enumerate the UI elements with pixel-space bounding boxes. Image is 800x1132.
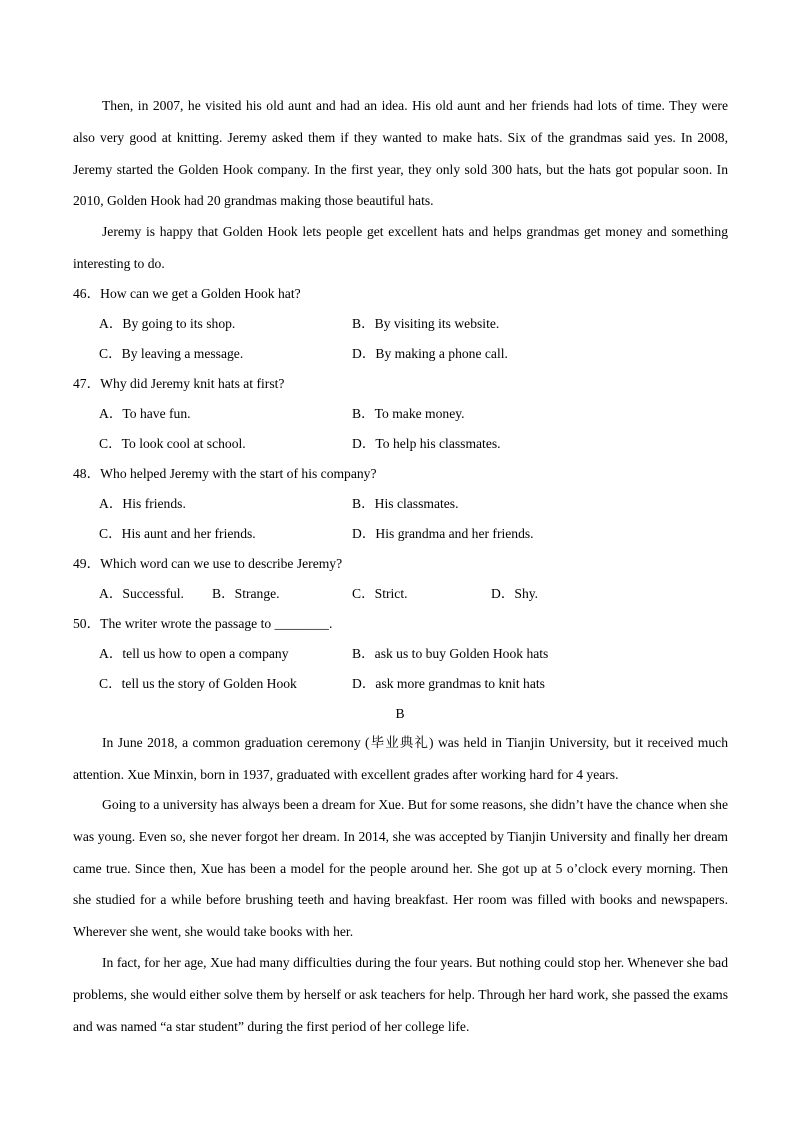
question-49-option-c: C．Strict. bbox=[352, 586, 408, 601]
question-46-option-b: B．By visiting its website. bbox=[352, 316, 500, 331]
question-50-option-b: B．ask us to buy Golden Hook hats bbox=[352, 646, 549, 661]
section-b-heading: B bbox=[395, 706, 405, 721]
passage-b-paragraph-3: In fact, for her age, Xue had many difficulties during the four years. But nothing could stop her. Whenever she bad problems, she would either solve them by herself or ask teachers for help. Through her hard work, she passed the exams and was named “a star student” during the first period of her college life. bbox=[73, 955, 728, 1034]
question-48-option-c: C．His aunt and her friends. bbox=[99, 526, 256, 541]
question-47-stem: 47．Why did Jeremy knit hats at first? bbox=[73, 376, 285, 391]
passage-a-paragraph-1: Then, in 2007, he visited his old aunt and had an idea. His old aunt and her friends had lots of time. They were also very good at knitting. Jeremy asked them if they wanted to make hats. Six of the grandmas said yes. In 2008, Jeremy started the Golden Hook company. In the first year, they only sold 300 hats, but the hats got popular soon. In 2010, Golden Hook had 20 grandmas making those beautiful hats. bbox=[73, 98, 728, 209]
question-50-option-d: D．ask more grandmas to knit hats bbox=[352, 676, 545, 691]
question-47-option-b: B．To make money. bbox=[352, 406, 465, 421]
question-46-option-c: C．By leaving a message. bbox=[99, 346, 244, 361]
question-47-option-d: D．To help his classmates. bbox=[352, 436, 501, 451]
passage-b-paragraph-1: In June 2018, a common graduation ceremony (毕业典礼) was held in Tianjin University, but it received much attention. Xue Minxin, born in 1937, graduated with excellent grades after working hard for 4 years. bbox=[73, 735, 728, 782]
question-50-option-c: C．tell us the story of Golden Hook bbox=[99, 676, 297, 691]
question-48-option-a: A．His friends. bbox=[99, 496, 186, 511]
question-48-stem: 48．Who helped Jeremy with the start of his company? bbox=[73, 466, 377, 481]
question-50-option-a: A．tell us how to open a company bbox=[99, 646, 289, 661]
passage-a-paragraph-2: Jeremy is happy that Golden Hook lets people get excellent hats and helps grandmas get money and something interesting to do. bbox=[73, 224, 728, 271]
question-47-option-a: A．To have fun. bbox=[99, 406, 191, 421]
question-49-option-a: A．Successful. bbox=[99, 586, 184, 601]
question-49-stem: 49．Which word can we use to describe Jeremy? bbox=[73, 556, 343, 571]
question-50-stem: 50．The writer wrote the passage to ________. bbox=[73, 616, 333, 631]
question-49-option-b: B．Strange. bbox=[212, 586, 280, 601]
question-48-option-b: B．His classmates. bbox=[352, 496, 459, 511]
question-46-option-d: D．By making a phone call. bbox=[352, 346, 508, 361]
question-47-option-c: C．To look cool at school. bbox=[99, 436, 246, 451]
passage-b-paragraph-2: Going to a university has always been a dream for Xue. But for some reasons, she didn’t have the chance when she was young. Even so, she never forgot her dream. In 2014, she was accepted by Tianjin University and finally her dream came true. Since then, Xue has been a model for the people around her. She got up at 5 o’clock every morning. Then she studied for a while before brushing teeth and having breakfast. Her room was filled with books and newspapers. Wherever she went, she would take books with her. bbox=[73, 797, 729, 940]
question-48-option-d: D．His grandma and her friends. bbox=[352, 526, 534, 541]
question-46-option-a: A．By going to its shop. bbox=[99, 316, 236, 331]
question-49-option-d: D．Shy. bbox=[491, 586, 539, 601]
question-46-stem: 46．How can we get a Golden Hook hat? bbox=[73, 286, 301, 301]
